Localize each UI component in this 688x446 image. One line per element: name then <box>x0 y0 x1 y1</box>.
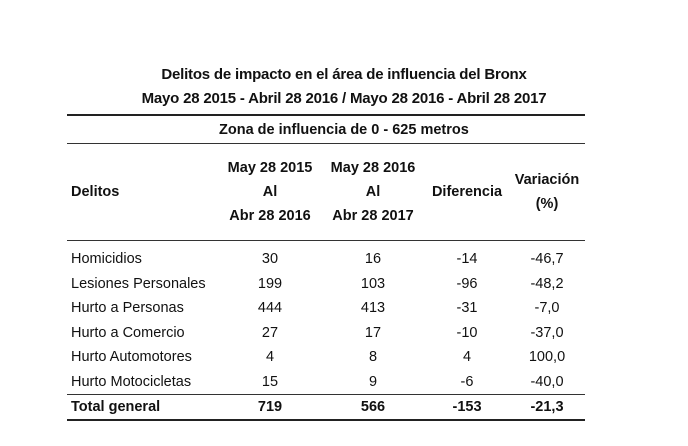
table-row <box>67 370 585 395</box>
cell-difference: -96 <box>456 275 478 292</box>
cell-difference: -31 <box>456 300 478 317</box>
cell-period-1: 27 <box>261 324 279 341</box>
crime-name: Hurto a Personas <box>71 300 184 317</box>
header-period-1 <box>219 144 321 241</box>
cell-period-1: 30 <box>261 251 279 268</box>
crime-name: Homicidios <box>71 251 142 268</box>
column-header-row <box>67 144 585 241</box>
cell-period-1: 4 <box>265 349 275 366</box>
crime-name: Hurto Motocicletas <box>71 373 192 390</box>
total-variation: -21,3 <box>509 395 585 421</box>
header-period-2-al: Al <box>365 184 381 200</box>
header-variacion <box>509 144 585 241</box>
table-row <box>67 296 585 321</box>
table-row <box>67 247 585 272</box>
header-variacion-label: Variación <box>514 172 580 188</box>
crime-name: Hurto Automotores <box>71 349 192 366</box>
zone-header-row <box>67 115 585 144</box>
cell-variation: -46,7 <box>530 251 564 268</box>
zone-header: Zona de influencia de 0 - 625 metros <box>219 115 585 144</box>
total-period-1: 719 <box>219 395 321 421</box>
cell-difference: -14 <box>456 251 478 268</box>
cell-period-1: 15 <box>261 373 279 390</box>
cell-period-1: 444 <box>257 300 283 317</box>
cell-variation: 100,0 <box>528 349 566 366</box>
table-subtitle: Mayo 28 2015 - Abril 28 2016 / Mayo 28 2016 - Abril 28 2017 <box>141 90 547 107</box>
cell-variation: -40,0 <box>530 373 564 390</box>
crime-name: Lesiones Personales <box>71 275 206 292</box>
header-period-1-to: Abr 28 2016 <box>229 208 311 224</box>
cell-difference: -6 <box>460 373 474 390</box>
crime-table <box>67 114 585 421</box>
cell-period-2: 103 <box>360 275 386 292</box>
cell-variation: -7,0 <box>534 300 560 317</box>
header-period-2 <box>321 144 425 241</box>
total-difference: -153 <box>425 395 509 421</box>
cell-period-2: 413 <box>360 300 386 317</box>
cell-period-2: 9 <box>368 373 378 390</box>
cell-period-1: 199 <box>257 275 283 292</box>
total-label: Total general <box>67 395 219 421</box>
table-row <box>67 321 585 346</box>
cell-variation: -37,0 <box>530 324 564 341</box>
cell-period-2: 8 <box>368 349 378 366</box>
table-row <box>67 272 585 297</box>
table-title: Delitos de impacto en el área de influencia del Bronx <box>161 66 527 83</box>
total-period-2: 566 <box>321 395 425 421</box>
cell-difference: 4 <box>462 349 472 366</box>
header-period-2-from: May 28 2016 <box>330 160 416 176</box>
crime-name: Hurto a Comercio <box>71 324 185 341</box>
header-variacion-unit: (%) <box>535 196 559 212</box>
header-diferencia: Diferencia <box>425 144 509 241</box>
table-row <box>67 345 585 370</box>
total-row <box>67 395 585 421</box>
cell-difference: -10 <box>456 324 478 341</box>
header-period-1-al: Al <box>262 184 278 200</box>
header-period-1-from: May 28 2015 <box>227 160 313 176</box>
header-period-2-to: Abr 28 2017 <box>332 208 414 224</box>
cell-variation: -48,2 <box>530 275 564 292</box>
cell-period-2: 16 <box>364 251 382 268</box>
header-delitos: Delitos <box>67 144 219 241</box>
cell-period-2: 17 <box>364 324 382 341</box>
